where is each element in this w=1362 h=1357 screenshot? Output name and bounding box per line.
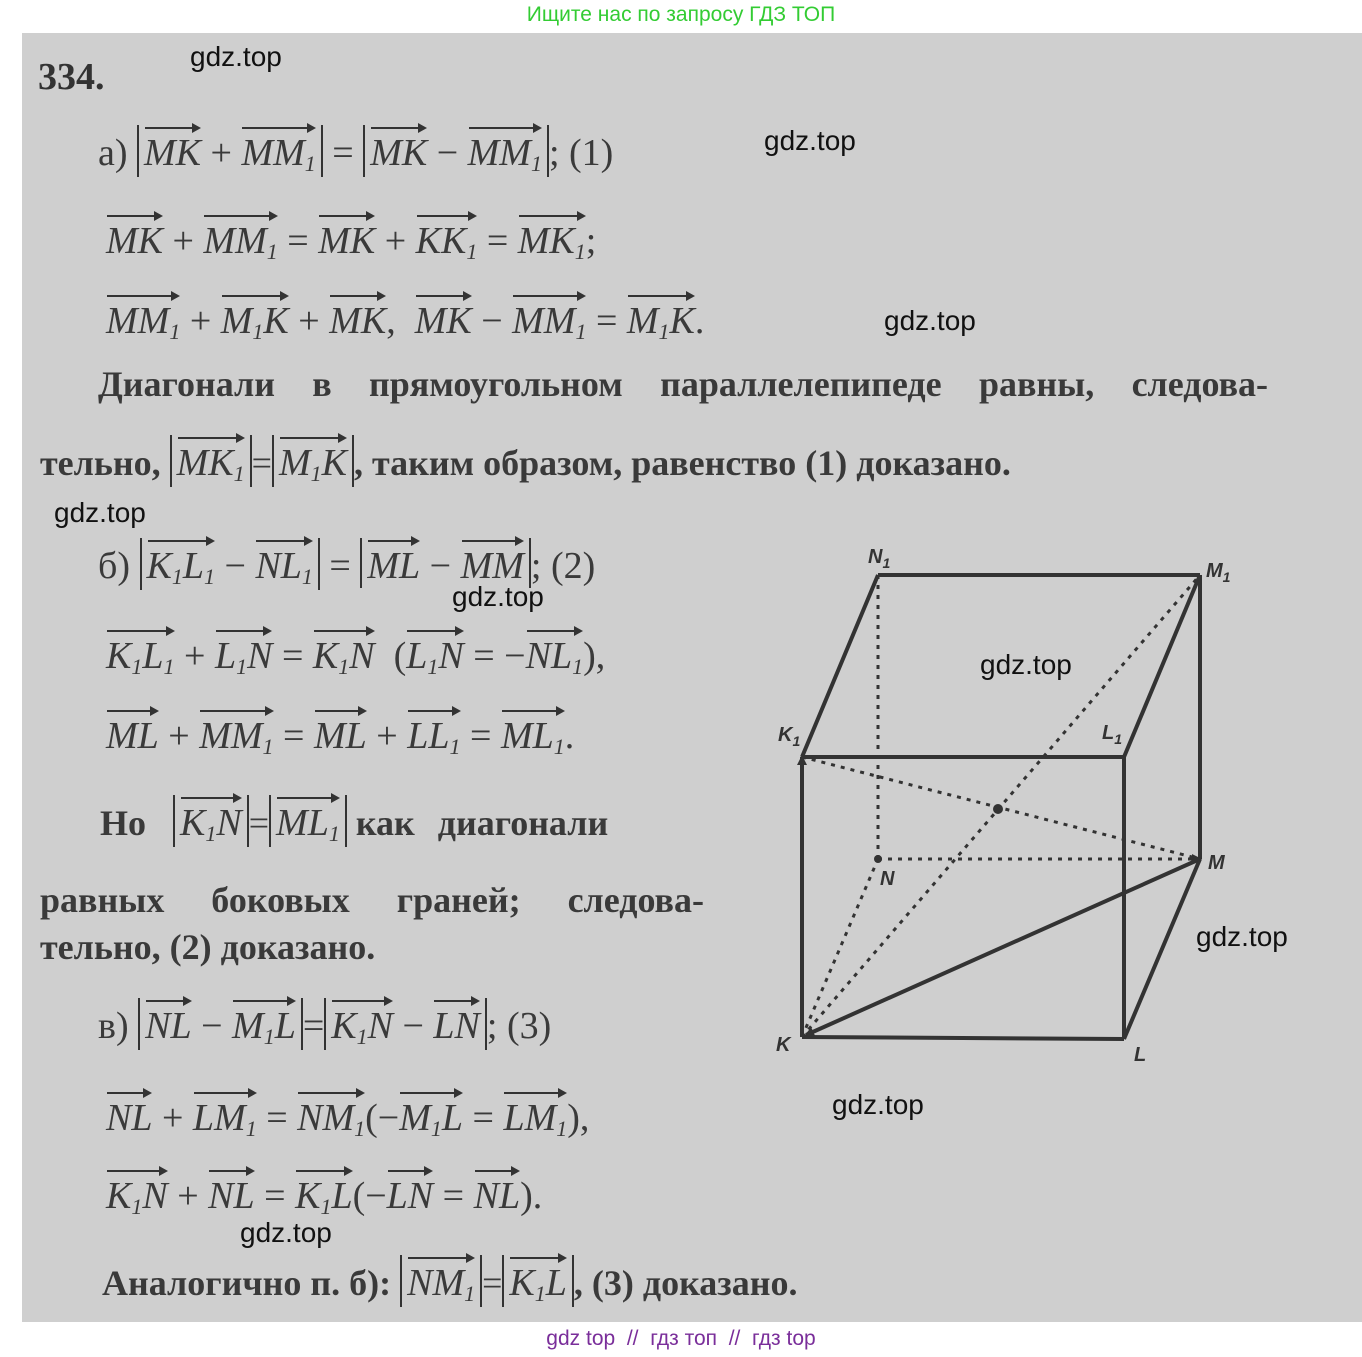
watermark: gdz.top [1196,921,1288,952]
parallelepiped-figure [22,33,1362,1322]
watermark: gdz.top [832,1089,924,1120]
label-K: K [776,1034,791,1056]
abs-value: $K_1L_1 - NL_1$ [140,538,320,590]
part-a-text-line1: Диагонали в прямоугольном параллелепипеде равны, следова- [98,364,1268,404]
part-c-line3: $K_1N$ + NL = $K_1L(-LN = NL)$. [106,1168,542,1220]
part-c-line2: NL + $LM_1 = NM_1(-M_1L = LM_1)$, [106,1090,589,1142]
part-b-text-line2: равных боковых граней; следова- [40,880,704,920]
part-b-equation: б) $K_1L_1 - NL_1$ = ML − MM ; (2) [98,538,595,590]
problem-number: 334. [38,56,105,98]
top-banner[interactable] [0,0,1362,32]
part-c-label: в) [98,1005,129,1047]
textbook-page [22,33,1362,1322]
watermark: gdz.top [452,581,544,612]
abs-value: $K_1N$ − LN [324,998,487,1050]
watermark: gdz.top [190,41,282,72]
part-b-label: б) [98,545,130,587]
bottom-banner-links[interactable]: gdz top // гдз топ // гдз top [546,1327,816,1350]
hidden-edge-KN [802,859,878,1037]
edge-K1N1 [802,575,878,757]
bottom-banner[interactable] [0,1322,1362,1357]
part-a-line3: $MM_1 + M_1K$ + MK, MK − $MM_1 = M_1K$. [106,293,704,345]
part-b-text-line1: Но $K_1N = ML_1$ как диагонали [100,795,608,847]
part-b-text-line3: тельно, (2) доказано. [40,927,376,967]
abs-value: $K_1N$ [173,795,249,847]
edge-L1M1 [1124,575,1200,757]
abs-value: NL − $M_1L$ [138,998,303,1050]
abs-value: MK + $MM_1$ [137,125,323,177]
point-N [874,855,882,863]
vector-MK [806,859,1200,1035]
top-banner-text[interactable]: Ищите нас по запросу ГДЗ ТОП [526,3,836,26]
label-N1: $N_1$ [868,546,891,571]
label-K1: $K_1$ [778,724,801,749]
part-b-line3: ML + $MM_1$ = ML + $LL_1 = ML_1$. [106,708,574,760]
abs-value: MK − $MM_1$ [363,125,549,177]
label-M1: $M_1$ [1206,560,1231,585]
abs-value: $NM_1$ [400,1255,482,1307]
part-a-line2: MK + $MM_1$ = MK + $KK_1 = MK_1$; [106,213,596,265]
label-L: L [1134,1044,1147,1066]
abs-value: $MK_1$ [170,435,252,487]
intersection-point [993,804,1003,814]
part-a-text-line2: тельно, $MK_1 = M_1K$ , таким образом, равенство (1) доказано. [40,435,1011,487]
label-L1: $L_1$ [1102,722,1123,747]
label-N: N [880,868,895,890]
abs-value: $K_1L$ [502,1255,574,1307]
part-c-text: Аналогично п. б): $NM_1 = K_1L$ , (3) доказано. [102,1255,798,1307]
part-b-line2: $K_1L_1 + L_1N = K_1N$ $(L_1N = -NL_1)$, [106,628,605,680]
watermark: gdz.top [240,1217,332,1248]
abs-value: $M_1K$ [272,435,354,487]
watermark: gdz.top [764,125,856,156]
abs-value: ML − MM [360,538,531,588]
equation-number: ; (3) [486,1005,552,1047]
abs-value: $ML_1$ [269,795,347,847]
part-c-equation: в) NL − $M_1L = K_1N$ − LN ; (3) [98,998,551,1050]
watermark: gdz.top [884,305,976,336]
equation-number: ; (2) [530,545,596,587]
watermark: gdz.top [54,497,146,528]
edge-KL [802,1037,1124,1039]
part-a-equation: а) MK + $MM_1$ = MK − $MM_1$ ; (1) [98,125,613,177]
label-M: M [1208,852,1225,874]
equation-number: ; (1) [548,132,614,174]
part-a-label: а) [98,132,128,174]
watermark: gdz.top [980,649,1072,680]
